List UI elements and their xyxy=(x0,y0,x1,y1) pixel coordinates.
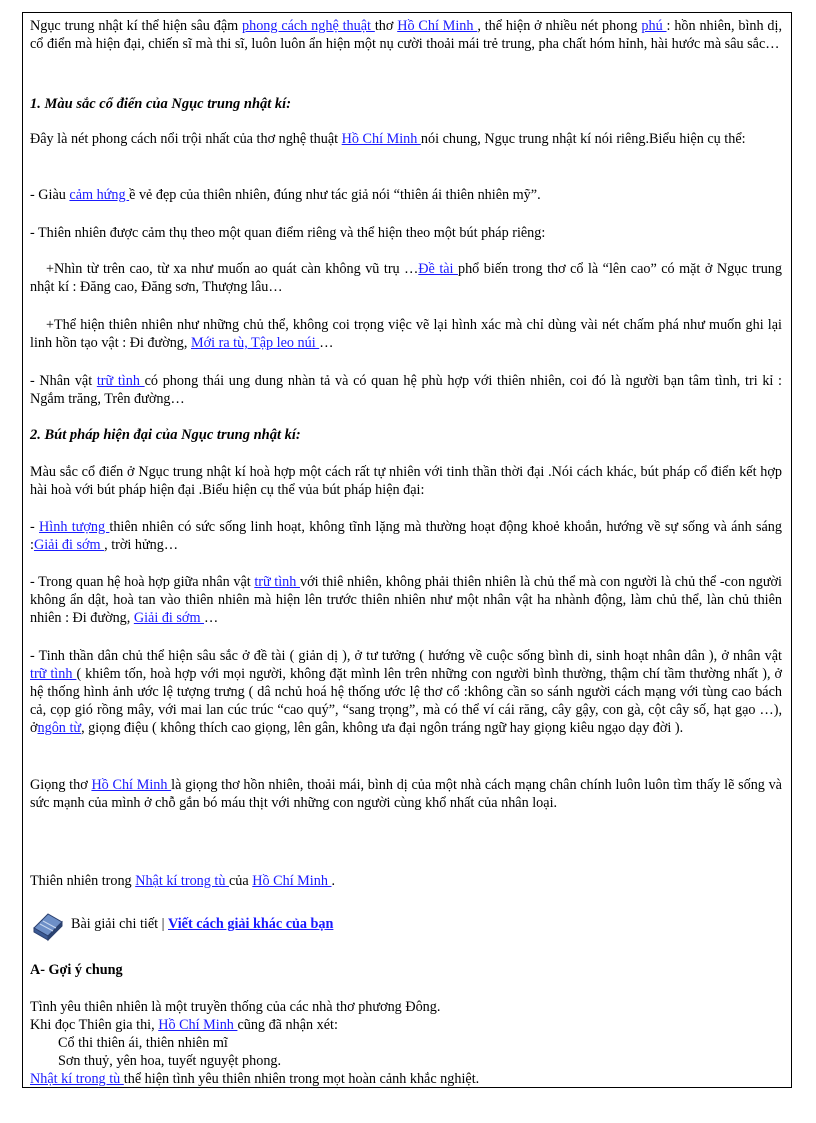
text: - Trong quan hệ hoà hợp giữa nhân vật xyxy=(30,574,255,590)
text: Ngục trung nhật kí thể hiện sâu đậm xyxy=(30,18,243,34)
text: … xyxy=(204,610,219,626)
text: , thể hiện ở nhiều nét phong xyxy=(477,18,642,34)
text: +Thể hiện thiên nhiên như những chủ thể, không coi trọng việc vẽ lại hình xác mà chỉ dùng vài nét chấm phá như muốn ghi lại linh hồn tạo vật : Đi đường, xyxy=(30,317,782,351)
text: - Nhân vật xyxy=(30,373,97,389)
paragraph-12 xyxy=(30,776,782,812)
text: . xyxy=(331,873,336,889)
paragraph-13 xyxy=(30,872,335,890)
text: , giọng điệu ( không thích cao giọng, lên gân, không ưa đại ngôn tráng ngữ hay giọng kiêu ngạo dạy đời ). xyxy=(81,720,684,736)
text: là giọng thơ hồn nhiên, thoải mái, bình dị của một nhà cách mạng chân chính luôn luôn tìm thấy lẽ sống và sức mạnh của mình ở chỗ gắn bó máu thịt với những con người cùng khổ nhất của nhân loại. xyxy=(30,777,782,811)
link-de-tai[interactable]: Đề tài xyxy=(418,261,458,277)
link-tru-tinh[interactable]: trữ tình xyxy=(30,666,77,682)
text: - xyxy=(30,519,40,535)
link-moi-ra-tu[interactable]: Mới ra tù, Tập leo núi xyxy=(191,335,320,351)
paragraph-3 xyxy=(30,186,782,204)
link-nhat-ki-trong-tu[interactable]: Nhật kí trong tù xyxy=(135,873,229,889)
text: Khi đọc Thiên gia thi, xyxy=(30,1017,159,1033)
text: Giọng thơ xyxy=(30,777,92,793)
text: ( khiêm tốn, hoà hợp với mọi người, không đặt mình lên trên những con người bình thường, thậm chí tầm thường nhất ), ở hệ thống hình ảnh ước lệ tượng trưng ( dâ nchủ hoá hệ thống ước lệ thơ cổ :không cần so sánh người cách mạng với tùng cao bách cả, cọp gió rồng mây, với mai lan cúc trúc “cao quý”, “sang trọng”, mà có thể ví cái răng, cây gậy, con gà, cột cây số, hạt gạo …), ở xyxy=(30,666,782,736)
text: thơ xyxy=(374,18,398,34)
link-ho-chi-minh[interactable]: Hồ Chí Minh xyxy=(341,131,421,147)
link-phu[interactable]: phú xyxy=(641,18,667,34)
link-ho-chi-minh[interactable]: Hồ Chí Minh xyxy=(91,777,172,793)
heading-a: A- Gợi ý chung xyxy=(30,962,123,978)
link-hinh-tuong[interactable]: Hình tượng xyxy=(39,519,110,535)
paragraph-8: Màu sắc cổ điển ở Ngục trung nhật kí hoà hợp một cách rất tự nhiên với tinh thần thời đại .Nói cách khác, bút pháp cổ điển kết hợp hài hoà với bút pháp hiện đại .Biểu hiện cụ thể vủa bút pháp hiện đại: xyxy=(30,464,782,498)
book-icon xyxy=(31,908,65,942)
heading-1: 1. Màu sắc cổ điển của Ngục trung nhật kí: xyxy=(30,96,292,112)
text: Đây là nét phong cách nổi trội nhất của thơ nghệ thuật xyxy=(30,131,342,147)
line-b2 xyxy=(30,1016,338,1034)
paragraph-6 xyxy=(30,316,782,352)
paragraph-4: - Thiên nhiên được cảm thụ theo một quan điểm riêng và thể hiện theo một bút pháp riêng: xyxy=(30,225,546,241)
answer-bar xyxy=(71,916,333,933)
link-giai-di-som[interactable]: Giải đi sớm xyxy=(33,537,105,553)
text: Bài giải chi tiết | xyxy=(71,916,169,932)
paragraph-5 xyxy=(30,260,782,296)
text: với thiê nhiên, không phải thiên nhiên là chủ thể mà con người là chủ thể -con người không ẩn dật, hoà tan vào thiên nhiên mà hiện lên trước thiên nhiên như một nhân vật ha nhành động, làm chủ thể, làn chủ thiên nhiên : Đi đường, xyxy=(30,574,782,626)
link-tru-tinh[interactable]: trữ tình xyxy=(96,373,145,389)
link-ho-chi-minh[interactable]: Hồ Chí Minh xyxy=(158,1017,238,1033)
text: - Tinh thần dân chủ thể hiện sâu sắc ở đề tài ( giản dị ), ở tư tưởng ( hướng về cuộc sống bình di, sinh hoạt nhân dân ), ở nhân vật xyxy=(30,648,782,664)
text: của xyxy=(229,873,253,889)
paragraph-10 xyxy=(30,573,782,627)
link-nhat-ki-trong-tu[interactable]: Nhật kí trong tù xyxy=(30,1071,124,1087)
link-cam-hung[interactable]: cảm hứng xyxy=(69,187,130,203)
paragraph-7 xyxy=(30,372,782,408)
text: Thiên nhiên trong xyxy=(30,873,136,889)
heading-2: 2. Bút pháp hiện đại của Ngục trung nhật kí: xyxy=(30,427,301,443)
link-giai-di-som[interactable]: Giải đi sớm xyxy=(133,610,205,626)
link-ngon-tu[interactable]: ngôn từ xyxy=(37,720,82,736)
text: nói chung, Ngục trung nhật kí nói riêng.Biểu hiện cụ thể: xyxy=(420,131,746,147)
text: có phong thái ung dung nhàn tả và có quan hệ phù hợp với thiên nhiên, coi đó là người bạn tâm tình, tri kỉ : Ngắm trăng, Trên đường… xyxy=(30,373,782,407)
link-ho-chi-minh[interactable]: Hồ Chí Minh xyxy=(397,18,478,34)
text: , trời hửng… xyxy=(104,537,179,553)
poem-line-1: Cổ thi thiên ái, thiên nhiên mĩ xyxy=(58,1035,228,1051)
link-ho-chi-minh[interactable]: Hồ Chí Minh xyxy=(252,873,332,889)
text: thể hiện tình yêu thiên nhiên trong mọt hoàn cảnh khắc nghiệt. xyxy=(123,1071,480,1087)
paragraph-11 xyxy=(30,647,782,737)
write-answer-link[interactable]: Viết cách giải khác của bạn xyxy=(168,916,334,932)
poem-line-2: Sơn thuỷ, yên hoa, tuyết nguyệt phong. xyxy=(58,1053,282,1069)
text: +Nhìn từ trên cao, từ xa như muốn ao quát càn không vũ trụ … xyxy=(46,261,419,277)
link-tru-tinh[interactable]: trữ tình xyxy=(254,574,300,590)
text: ề vẻ đẹp của thiên nhiên, đúng như tác giả nói “thiên ái thiên nhiên mỹ”. xyxy=(129,187,541,203)
paragraph-2 xyxy=(30,130,782,148)
text: - Giàu xyxy=(30,187,70,203)
line-b5 xyxy=(30,1070,479,1088)
text: thiên nhiên có sức sống linh hoạt, không tĩnh lặng mà thường hoạt động khoẻ khoắn, hướng về sự sống và ánh sáng : xyxy=(30,519,782,553)
text: cũng đã nhận xét: xyxy=(237,1017,338,1033)
link-phong-cach[interactable]: phong cách nghệ thuật xyxy=(242,18,375,34)
line-b1: Tình yêu thiên nhiên là một truyền thống của các nhà thơ phương Đông. xyxy=(30,999,441,1015)
text: : hồn nhiên, bình dị, cổ điển mà hiện đại, chiến sĩ mà thi sĩ, luôn luôn ẩn hiện một nụ cười thoải mái trẻ trung, pha chất hóm hỉnh, hài hước mà sâu sắc… xyxy=(30,18,783,52)
text: phổ biến trong thơ cổ là “lên cao” có mặt ở Ngục trung nhật kí : Đăng cao, Đăng sơn, Thượng lâu… xyxy=(30,261,782,295)
intro-paragraph xyxy=(30,17,782,53)
text: … xyxy=(319,335,334,351)
paragraph-9 xyxy=(30,518,782,554)
